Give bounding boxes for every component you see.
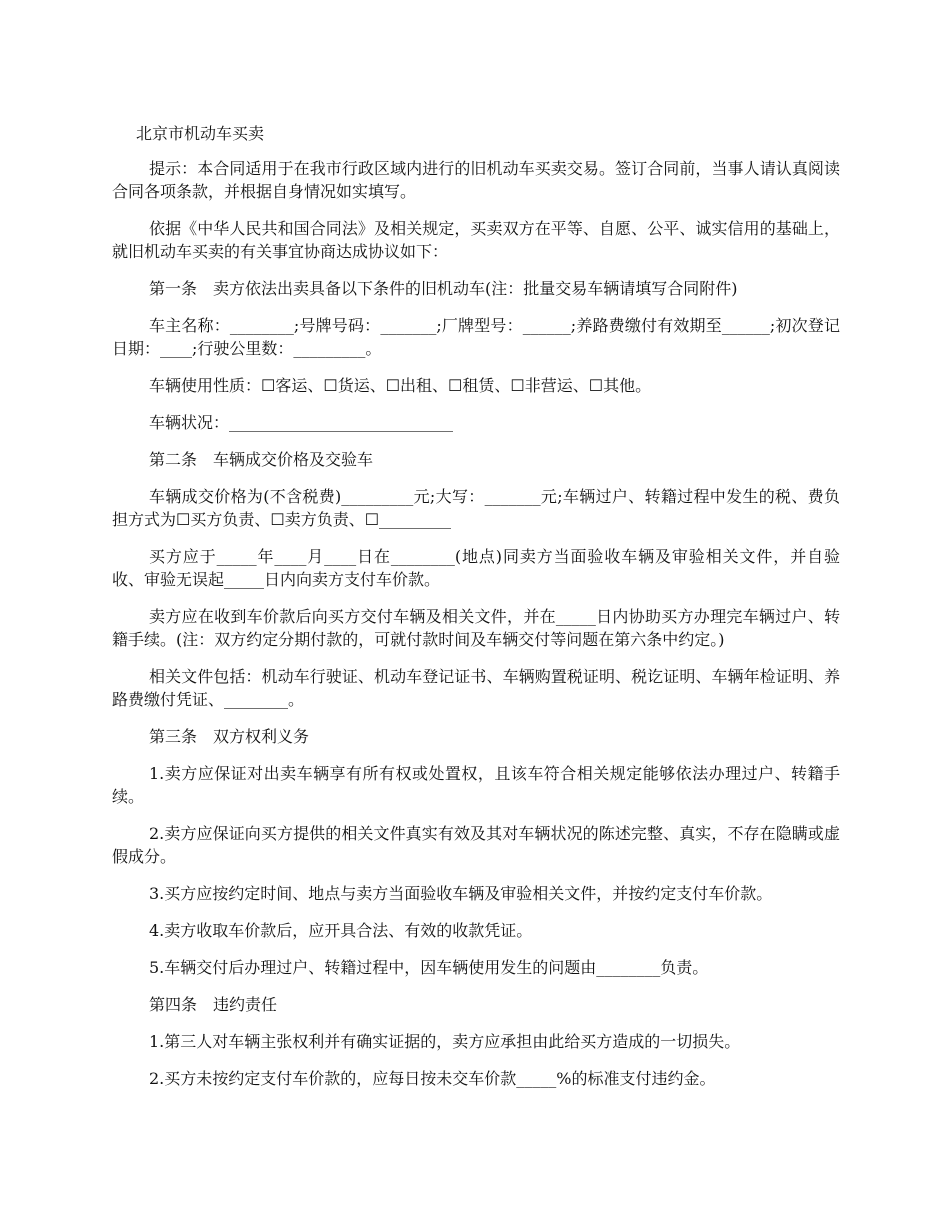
clause-3-2: 2.卖方应保证向买方提供的相关文件真实有效及其对车辆状况的陈述完整、真实，不存在隐瞒或虚假成分。 [112, 824, 840, 866]
inspection-paragraph: 买方应于_____年____月____日在________(地点)同卖方当面验收车辆及审验相关文件，并自验收、审验无误起_____日内向卖方支付车价款。 [112, 547, 840, 589]
clause-3-3: 3.买方应按约定时间、地点与卖方当面验收车辆及审验相关文件，并按约定支付车价款。 [149, 884, 773, 903]
vehicle-condition-paragraph: 车辆状况：____________________________ [149, 413, 454, 432]
notice-paragraph: 提示：本合同适用于在我市行政区域内进行的旧机动车买卖交易。签订合同前，当事人请认真阅读合同各项条款，并根据自身情况如实填写。 [112, 159, 840, 201]
article-4-heading: 第四条 违约责任 [149, 995, 278, 1014]
clause-3-4: 4.卖方收取车价款后，应开具合法、有效的收款凭证。 [149, 921, 533, 940]
vehicle-info-paragraph: 车主名称：________;号牌号码：_______;厂牌型号：______;养路费缴付有效期至______;初次登记日期：____;行驶公里数：_________。 [112, 316, 840, 358]
clause-4-2: 2.买方未按约定支付车价款的，应每日按未交车价款_____%的标准支付违约金。 [149, 1069, 716, 1088]
delivery-paragraph: 卖方应在收到车价款后向买方交付车辆及相关文件，并在_____日内协助买方办理完车辆过户、转籍手续。(注：双方约定分期付款的，可就付款时间及车辆交付等问题在第六条中约定。) [112, 607, 840, 649]
article-3-heading: 第三条 双方权利义务 [149, 727, 310, 746]
price-paragraph: 车辆成交价格为(不含税费)_________元;大写：_______元;车辆过户、转籍过程中发生的税、费负担方式为☐买方负责、☐卖方负责、☐_________ [112, 487, 840, 529]
clause-4-1: 1.第三人对车辆主张权利并有确实证据的，卖方应承担由此给买方造成的一切损失。 [149, 1032, 741, 1051]
documents-paragraph: 相关文件包括：机动车行驶证、机动车登记证书、车辆购置税证明、税讫证明、车辆年检证明、养路费缴付凭证、________。 [112, 667, 840, 709]
article-1-heading: 第一条 卖方依法出卖具备以下条件的旧机动车(注：批量交易车辆请填写合同附件) [149, 279, 738, 298]
clause-3-5: 5.车辆交付后办理过户、转籍过程中，因车辆使用发生的问题由________负责。 [149, 958, 709, 977]
clause-3-1: 1.卖方应保证对出卖车辆享有所有权或处置权，且该车符合相关规定能够依法办理过户、转籍手续。 [112, 764, 840, 806]
article-2-heading: 第二条 车辆成交价格及交验车 [149, 450, 374, 469]
preamble-paragraph: 依据《中华人民共和国合同法》及相关规定，买卖双方在平等、自愿、公平、诚实信用的基础上，就旧机动车买卖的有关事宜协商达成协议如下： [112, 219, 840, 261]
vehicle-use-paragraph: 车辆使用性质：☐客运、☐货运、☐出租、☐租赁、☐非营运、☐其他。 [149, 376, 652, 395]
document-title: 北京市机动车买卖 [136, 124, 265, 143]
contract-document [112, 122, 840, 1104]
